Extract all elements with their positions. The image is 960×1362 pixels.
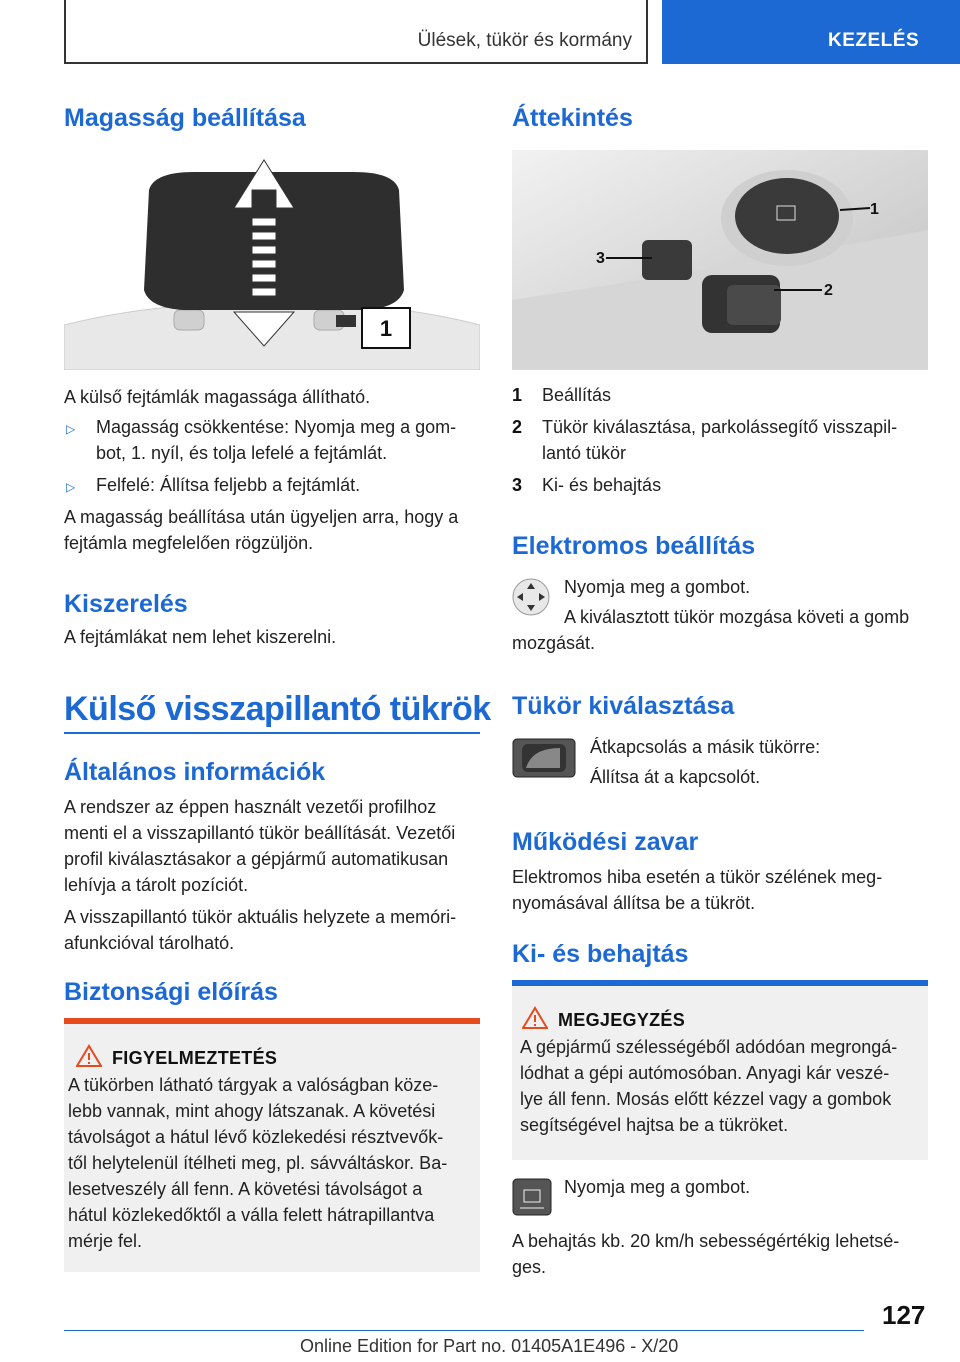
bullet-raise: Felfelé: Állítsa feljebb a fejtámlát. [96, 475, 361, 495]
section-title: Ülések, tükör és kormány [417, 30, 632, 51]
footer-rule [64, 1330, 864, 1331]
warning-line: től helytelenül ítélheti meg, pl. sávváltáskor. Ba- [68, 1153, 448, 1173]
list-number: 1 [512, 385, 523, 405]
text-general-1: A rendszer az éppen használt vezetői profilhoz [64, 797, 437, 817]
chapter-tab[interactable] [662, 0, 960, 64]
notice-line: A gépjármű szélességéből adódóan megrongá- [520, 1037, 898, 1057]
text-removal: A fejtámlákat nem lehet kiszerelni. [64, 627, 337, 647]
warning-line: lesetveszély áll fenn. A követési távolságot a [68, 1179, 423, 1199]
header-section-box [64, 0, 648, 64]
warning-line: mérje fel. [68, 1231, 143, 1251]
heading-removal: Kiszerelés [64, 590, 188, 618]
text-fold-speed-1: A behajtás kb. 20 km/h sebességértékig lehetsé- [512, 1231, 900, 1251]
warning-line: hátul közlekedőktől a válla felett hátrapillantva [68, 1205, 435, 1225]
heading-safety: Biztonsági előírás [64, 978, 278, 1006]
mirror-selector-switch-icon [512, 738, 576, 778]
bullet-triangle-icon: ▷ [66, 480, 76, 494]
text-press-button: Nyomja meg a gombot. [564, 577, 751, 597]
text-general-2: menti el a visszapillantó tükör beállítását. Vezetői [64, 823, 456, 843]
text-fault-2: nyomásával állítsa be a tükröt. [512, 893, 756, 913]
notice-bar [512, 980, 928, 986]
notice-box [512, 980, 928, 1160]
list-text-cont: lantó tükör [542, 443, 627, 463]
bullet-lower-l1: Magasság csökkentése: Nyomja meg a gom- [96, 417, 457, 437]
text-memory-1: A visszapillantó tükör aktuális helyzete a memóri- [64, 907, 457, 927]
page-number: 127 [882, 1300, 926, 1330]
warning-line: lebb vannak, mint ahogy látszanak. A követési [68, 1101, 436, 1121]
text-after-l2: fejtámla megfelelően rögzüljön. [64, 533, 314, 553]
text-fold-press: Nyomja meg a gombot. [564, 1177, 751, 1197]
text-fault-1: Elektromos hiba esetén a tükör szélének meg- [512, 867, 883, 887]
heading-malfunction: Működési zavar [512, 828, 699, 856]
warning-bar [64, 1018, 480, 1024]
notice-title: MEGJEGYZÉS [558, 1010, 686, 1030]
list-number: 2 [512, 417, 523, 437]
text-flip-switch: Állítsa át a kapcsolót. [590, 767, 761, 787]
heading-general-info: Általános információk [64, 758, 326, 786]
text-memory-2: afunkcióval tárolható. [64, 933, 235, 953]
list-text: Tükör kiválasztása, parkolássegítő visszapil- [542, 417, 898, 437]
warning-title: FIGYELMEZTETÉS [112, 1048, 278, 1068]
list-number: 3 [512, 475, 523, 495]
fold-button-icon [512, 1178, 552, 1216]
callout-2: 2 [824, 282, 833, 299]
heading-fold: Ki- és behajtás [512, 940, 689, 968]
list-text: Beállítás [542, 385, 612, 405]
footer-edition: Online Edition for Part no. 01405A1E496 - X/20 [300, 1336, 679, 1356]
text-intro: A külső fejtámlák magassága állítható. [64, 387, 371, 407]
bullet-triangle-icon: ▷ [66, 422, 76, 436]
text-after-l1: A magasság beállítása után ügyeljen arra, hogy a [64, 507, 459, 527]
mirror-controls-figure [512, 150, 928, 370]
text-switch-mirror: Átkapcsolás a másik tükörre: [590, 737, 821, 757]
heading-rule [64, 732, 480, 734]
warning-line: távolságot a hátul lévő közlekedési résztvevők- [68, 1127, 444, 1147]
warning-triangle-icon [76, 1044, 102, 1068]
heading-overview: Áttekintés [512, 104, 633, 132]
figure-callout-1: 1 [379, 316, 393, 341]
text-fold-speed-2: ges. [512, 1257, 547, 1277]
warning-box [64, 1018, 480, 1272]
notice-line: lye áll fenn. Mosás előtt kézzel vagy a gombok [520, 1089, 892, 1109]
list-text: Ki- és behajtás [542, 475, 662, 495]
text-follow-2: mozgását. [512, 633, 596, 653]
notice-line: lódhat a gépi autómosóban. Anyagi kár veszé- [520, 1063, 890, 1083]
mirror-joystick-icon [512, 578, 550, 616]
text-general-3: profil kiválasztásakor a gépjármű automatikusan [64, 849, 449, 869]
heading-exterior-mirrors: Külső visszapillantó tükrök [64, 690, 491, 728]
heading-mirror-select: Tükör kiválasztása [512, 692, 735, 720]
heading-electric-adjust: Elektromos beállítás [512, 532, 756, 560]
headrest-figure [64, 150, 480, 370]
heading-height-adjust: Magasság beállítása [64, 104, 306, 132]
chapter-tab-label: KEZELÉS [828, 30, 920, 51]
bullet-lower-l2: bot, 1. nyíl, és tolja lefelé a fejtámlát. [96, 443, 388, 463]
callout-1: 1 [870, 201, 879, 218]
text-follow-1: A kiválasztott tükör mozgása követi a gomb [564, 607, 910, 627]
notice-triangle-icon [522, 1006, 548, 1030]
callout-3: 3 [596, 250, 605, 267]
text-general-4: lehívja a tárolt pozíciót. [64, 875, 249, 895]
notice-line: segítségével hajtsa be a tükröket. [520, 1115, 789, 1135]
warning-line: A tükörben látható tárgyak a valóságban köze- [68, 1075, 439, 1095]
